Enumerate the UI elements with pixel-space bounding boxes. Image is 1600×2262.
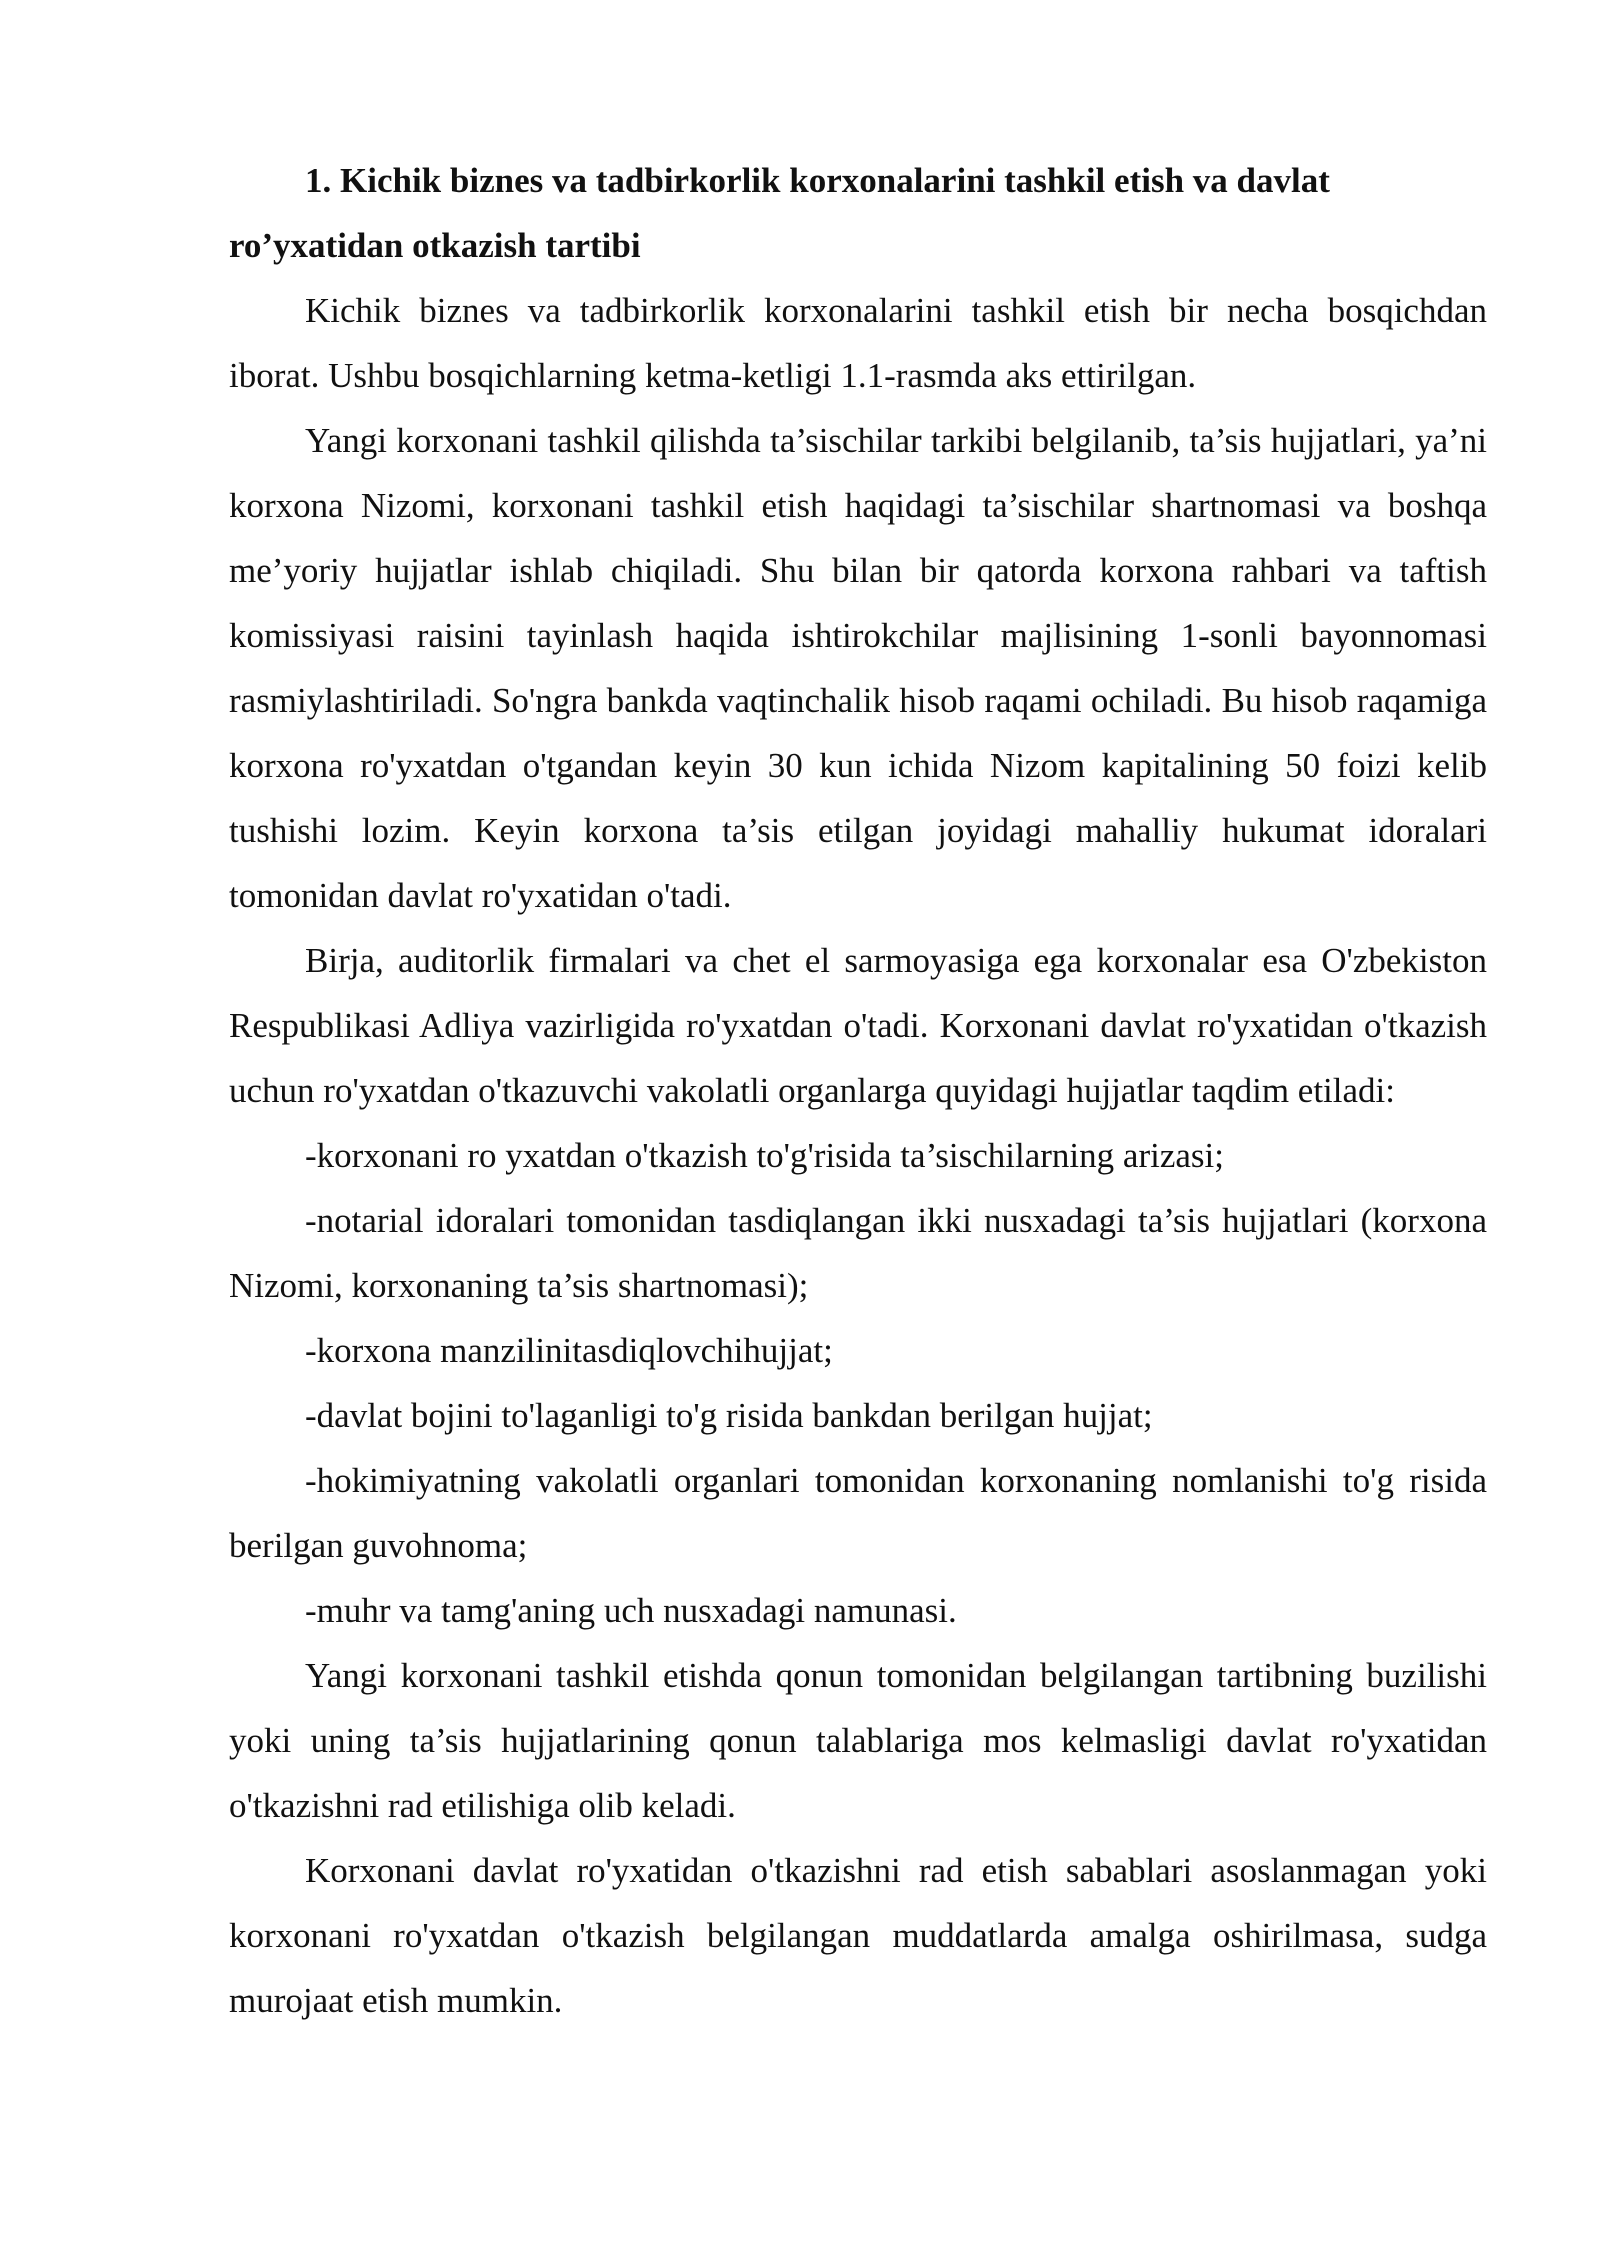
paragraph-intro: Kichik biznes va tadbirkorlik korxonalarini tashkil etish bir necha bosqichdan iborat. Ushbu bosqichlarning ketma-ketligi 1.1-rasmda aks ettirilgan.: [229, 291, 1487, 395]
list-item-application: -korxonani ro yxatdan o'tkazish to'g'risida ta’sischilarning arizasi;: [305, 1136, 1224, 1175]
list-item-founding-documents: -notarial idoralari tomonidan tasdiqlangan ikki nusxadagi ta’sis hujjatlari (korxona Nizomi, korxonaning ta’sis shartnomasi);: [229, 1201, 1487, 1305]
list-item-name-certificate: -hokimiyatning vakolatli organlari tomonidan korxonaning nomlanishi to'g risida berilgan guvohnoma;: [229, 1461, 1487, 1565]
list-item-state-fee: -davlat bojini to'laganligi to'g risida bankdan berilgan hujjat;: [305, 1396, 1153, 1435]
paragraph-court-appeal: Korxonani davlat ro'yxatidan o'tkazishni rad etish sabablari asoslanmagan yoki korxonani ro'yxatdan o'tkazish belgilangan muddatlarda amalga oshirilmasa, sudga murojaat etish mumkin.: [229, 1851, 1487, 2020]
paragraph-refusal-grounds: Yangi korxonani tashkil etishda qonun tomonidan belgilangan tartibning buzilishi yoki uning ta’sis hujjatlarining qonun talablariga mos kelmasligi davlat ro'yxatidan o'tkazishni rad etilishiga olib keladi.: [229, 1656, 1487, 1825]
list-item-seal-sample: -muhr va tamg'aning uch nusxadagi namunasi.: [305, 1591, 957, 1630]
document-page: [229, 148, 1487, 2033]
section-heading: 1. Kichik biznes va tadbirkorlik korxonalarini tashkil etish va davlat ro’yxatidan otkazish tartibi: [229, 161, 1330, 265]
paragraph-registration: Birja, auditorlik firmalari va chet el sarmoyasiga ega korxonalar esa O'zbekiston Respublikasi Adliya vazirligida ro'yxatdan o'tadi. Korxonani davlat ro'yxatidan o'tkazish uchun ro'yxatdan o'tkazuvchi vakolatli organlarga quyidagi hujjatlar taqdim etiladi:: [229, 941, 1487, 1110]
paragraph-founding: Yangi korxonani tashkil qilishda ta’sischilar tarkibi belgilanib, ta’sis hujjatlari, ya’ni korxona Nizomi, korxonani tashkil etish haqidagi ta’sischilar shartnomasi va boshqa me’yoriy hujjatlar ishlab chiqiladi. Shu bilan bir qatorda korxona rahbari va taftish komissiyasi raisini tayinlash haqida ishtirokchilar majlisining 1-sonli bayonnomasi rasmiylashtiriladi. So'ngra bankda vaqtinchalik hisob raqami ochiladi. Bu hisob raqamiga korxona ro'yxatdan o'tgandan keyin 30 kun ichida Nizom kapitalining 50 foizi kelib tushishi lozim. Keyin korxona ta’sis etilgan joyidagi mahalliy hukumat idoralari tomonidan davlat ro'yxatidan o'tadi.: [229, 421, 1487, 915]
list-item-address-document: -korxona manzilinitasdiqlovchihujjat;: [305, 1331, 833, 1370]
